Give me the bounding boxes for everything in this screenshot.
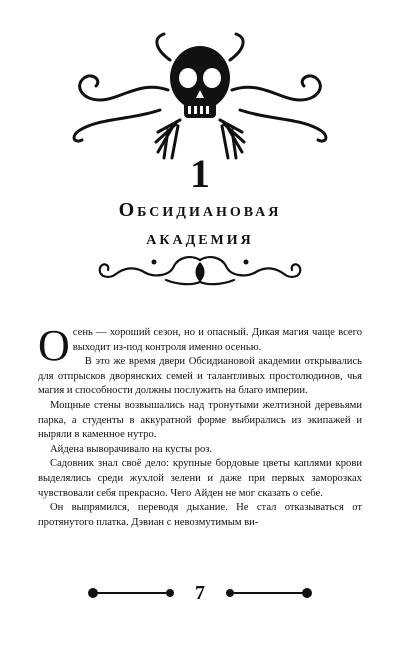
chapter-number: 1	[190, 151, 210, 196]
paragraph-4: Айдена выворачивало на кусты роз.	[50, 443, 213, 455]
paragraph-6: Он выпрямился, переводя дыхание. Не стал отказываться от протянутого платка. Дэвиан с невозмутимым ви-	[38, 502, 362, 528]
chapter-title-line1: Обсидиановая	[118, 199, 282, 221]
drop-cap: О	[38, 321, 70, 370]
skull-ornament-icon	[60, 20, 340, 170]
paragraph-3: Мощные стены возвышались над тронутыми желтизной деревьями парка, а студенты в аккуратной форме выбирались из экипажей и ныряли в каменное нутро.	[38, 399, 362, 441]
chapter-title	[0, 196, 400, 252]
page-footer	[88, 580, 312, 606]
paragraph-1-text: сень — хороший сезон, но и опасный. Дикая магия чаще всего выходит из-под контроля именно осенью.	[72, 327, 362, 353]
body-text	[38, 321, 362, 530]
paragraph-1	[38, 321, 362, 370]
flourish-divider-icon	[94, 252, 306, 288]
paragraph-5: Садовник знал своё дело: крупные бордовые цветы каплями крови выделялись среди жухлой зелени и даже при первых заморозках чувствовали себя прекрасно. Чего Айден не мог сказать о себе.	[38, 458, 362, 499]
page-number: 7	[195, 582, 205, 604]
paragraph-2: В это же время двери Обсидиановой академии открывались для отпрысков дворянских семей и талантливых простолюдинов, чья магия и способности должны послужить на благо империи.	[38, 356, 362, 397]
chapter-title-line2: академия	[146, 227, 254, 249]
